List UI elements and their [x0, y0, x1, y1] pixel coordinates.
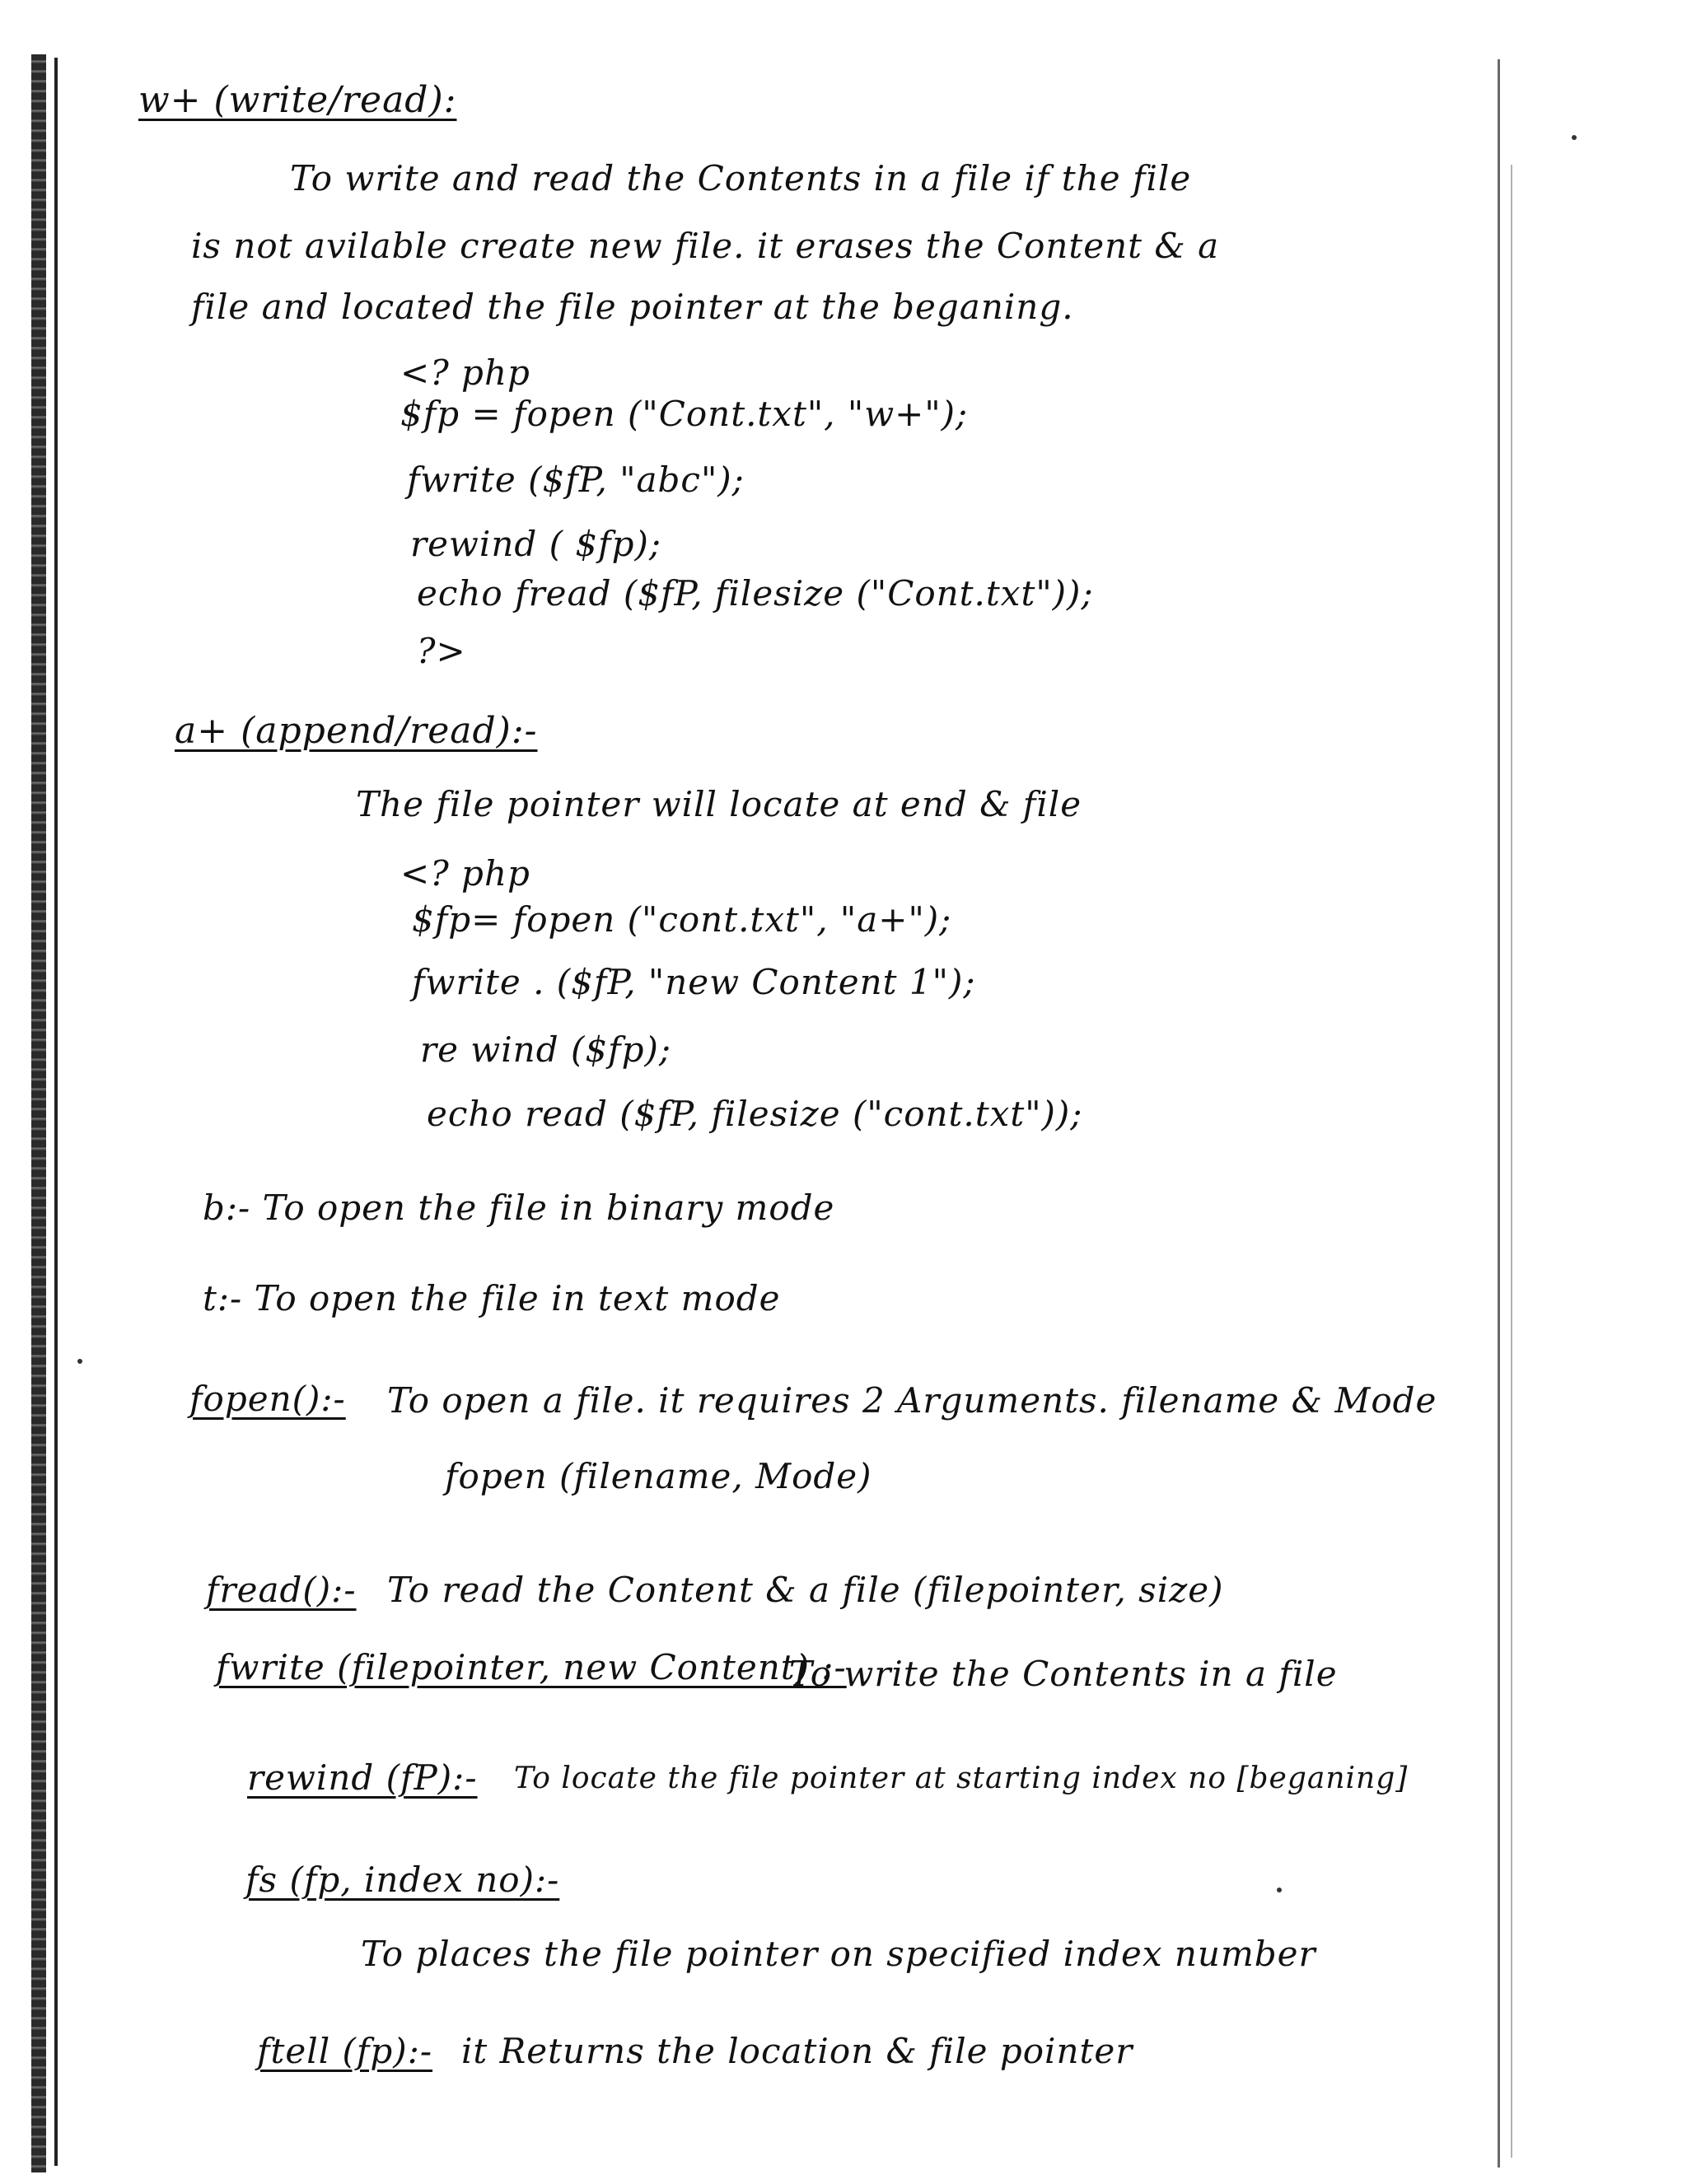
ftell-label: ftell (fp):-	[257, 2031, 433, 2071]
ftell-description: it Returns the location & file pointer	[461, 2031, 1133, 2071]
fread-label: fread():-	[206, 1570, 357, 1610]
fopen-label: fopen():-	[189, 1379, 346, 1419]
text-mode-note: t:- To open the file in text mode	[203, 1278, 781, 1318]
wplus-code-line-5: echo fread ($fP, filesize ("Cont.txt"));	[417, 573, 1094, 614]
wplus-code-line-6: ?>	[417, 631, 466, 671]
wplus-code-line-2: $fp = fopen ("Cont.txt", "w+");	[400, 394, 969, 434]
fseek-description: To places the file pointer on specified index number	[361, 1934, 1316, 1974]
aplus-code-line-3: fwrite . ($fP, "new Content 1");	[412, 962, 976, 1002]
wplus-code-line-3: fwrite ($fP, "abc");	[407, 460, 745, 500]
fopen-syntax: fopen (filename, Mode)	[445, 1456, 872, 1496]
rewind-description: To locate the file pointer at starting index no [beganing]	[514, 1762, 1409, 1795]
scan-speck	[77, 1359, 82, 1364]
binary-mode-note: b:- To open the file in binary mode	[203, 1188, 835, 1228]
fwrite-label: fwrite (filepointer, new Content) :-	[216, 1647, 847, 1687]
right-margin-line-faint	[1511, 165, 1512, 2158]
wplus-code-line-4: rewind ( $fp);	[410, 524, 662, 564]
fseek-label: fs (fp, index no):-	[245, 1860, 560, 1900]
wplus-heading: w+ (write/read):	[138, 79, 457, 121]
right-margin-line	[1498, 59, 1500, 2168]
scan-binding-edge	[31, 54, 46, 2172]
wplus-code-line-1: <? php	[400, 352, 530, 393]
fopen-description: To open a file. it requires 2 Arguments. filename & Mode	[387, 1380, 1437, 1421]
wplus-desc-line-2: is not avilable create new file. it erases the Content & a	[191, 226, 1220, 266]
aplus-code-line-5: echo read ($fP, filesize ("cont.txt"));	[427, 1094, 1083, 1134]
aplus-code-line-2: $fp= fopen ("cont.txt", "a+");	[412, 899, 952, 940]
wplus-desc-line-3: file and located the file pointer at the beganing.	[191, 287, 1074, 327]
aplus-code-line-4: re wind ($fp);	[420, 1029, 672, 1070]
rewind-label: rewind (fP):-	[247, 1757, 478, 1798]
fwrite-description: To write the Contents in a file	[789, 1654, 1338, 1694]
margin-line	[54, 58, 58, 2166]
scan-speck	[1572, 135, 1577, 140]
aplus-description: The file pointer will locate at end & file	[356, 784, 1082, 824]
scan-speck	[1277, 1888, 1282, 1892]
aplus-code-line-1: <? php	[400, 853, 530, 894]
fread-description: To read the Content & a file (filepointer, size)	[387, 1570, 1224, 1610]
wplus-desc-line-1: To write and read the Contents in a file if the file	[290, 158, 1192, 198]
aplus-heading: a+ (append/read):-	[175, 710, 538, 752]
